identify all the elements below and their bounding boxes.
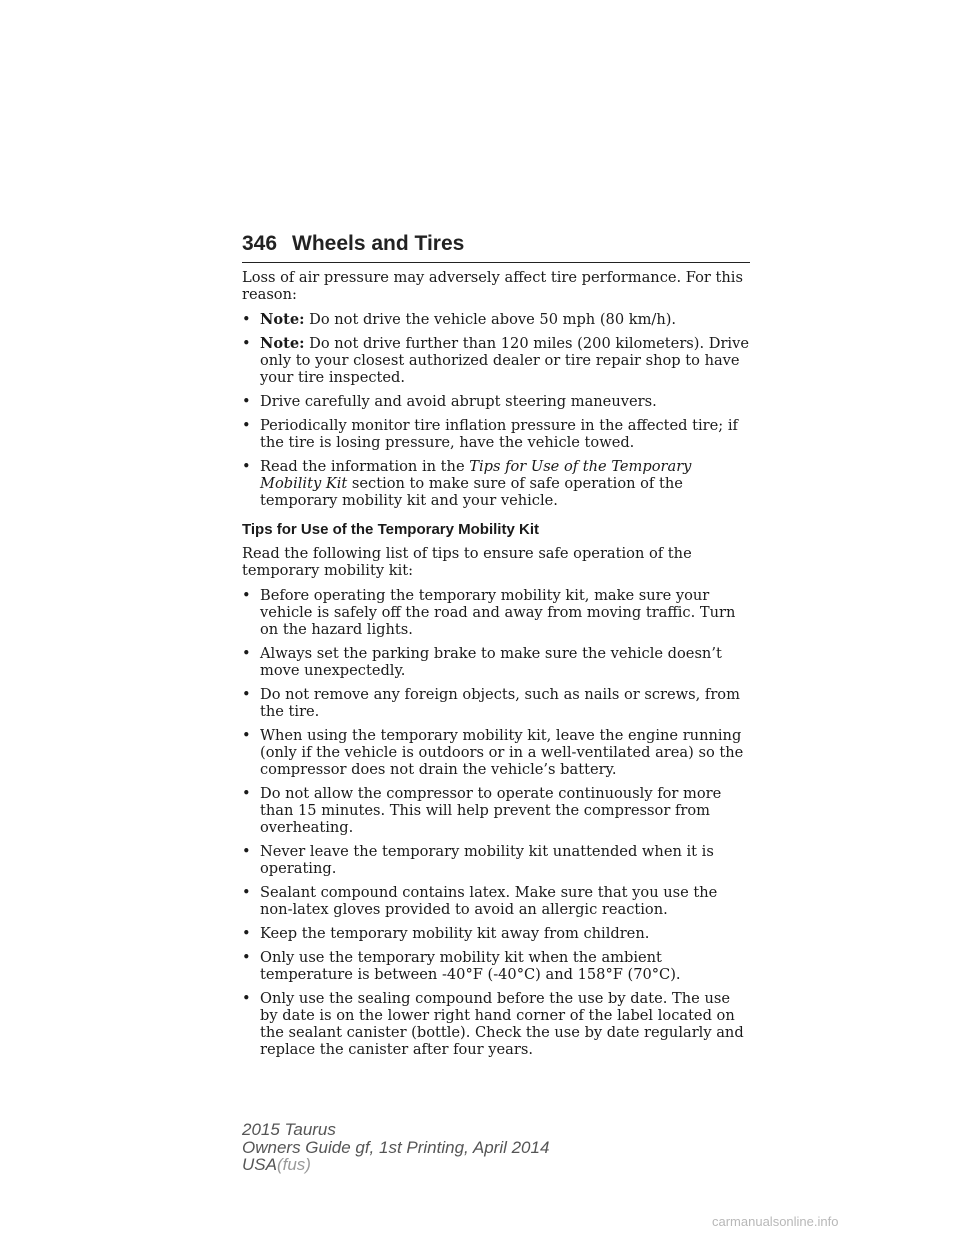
list-item-text: Read the information in the (260, 458, 470, 475)
page-footer (242, 1121, 549, 1174)
page-header (242, 232, 750, 263)
section-title: Wheels and Tires (292, 232, 465, 255)
section-reference: Tips for Use of the Temporary Mobility Kit (260, 458, 692, 492)
list-item: • Always set the parking brake to make sure the vehicle doesn’t move unexpectedly. (242, 645, 752, 679)
list-item: • Do not remove any foreign objects, such as nails or screws, from the tire. (242, 686, 752, 720)
list-item: • Keep the temporary mobility kit away from children. (242, 925, 752, 942)
list-item: • Sealant compound contains latex. Make sure that you use the non-latex gloves provided to avoid an allergic reaction. (242, 884, 752, 918)
list-item (242, 311, 752, 328)
tips-list (242, 587, 752, 1058)
footer-region-code: USA (242, 1155, 277, 1174)
note-label: Note: (260, 335, 305, 352)
footer-model: 2015 Taurus (242, 1120, 336, 1139)
footer-region (242, 1156, 549, 1174)
list-item (242, 417, 752, 451)
page-number: 346 (242, 232, 278, 255)
list-item: • Only use the sealing compound before the use by date. The use by date is on the lower right hand corner of the label located on the sealant canister (bottle). Check the use by date regularly and replace the canister after four years. (242, 990, 752, 1058)
list-item: • Never leave the temporary mobility kit unattended when it is operating. (242, 843, 752, 877)
list-item (242, 335, 752, 386)
list-item (242, 393, 752, 410)
list-item: • Before operating the temporary mobility kit, make sure your vehicle is safely off the road and away from moving traffic. Turn on the hazard lights. (242, 587, 752, 638)
watermark: carmanualsonline.info (712, 1214, 839, 1229)
tips-intro-paragraph: Read the following list of tips to ensure safe operation of the temporary mobility kit: (242, 545, 692, 579)
list-item-text: section to make sure of safe operation of the temporary mobility kit and your vehicle. (260, 475, 683, 509)
list-item (242, 458, 752, 509)
intro-paragraph: Loss of air pressure may adversely affect tire performance. For this reason: (242, 269, 743, 303)
list-item-text: Do not drive further than 120 miles (200 kilometers). Drive only to your closest authorized dealer or tire repair shop to have your tire inspected. (260, 335, 749, 386)
list-item: • Only use the temporary mobility kit when the ambient temperature is between -40°F (-40°C) and 158°F (70°C). (242, 949, 752, 983)
list-item-text: Periodically monitor tire inflation pressure in the affected tire; if the tire is losing pressure, have the vehicle towed. (260, 417, 738, 451)
precaution-list (242, 311, 752, 509)
footer-edition: Owners Guide gf, 1st Printing, April 2014 (242, 1137, 550, 1157)
page-body (242, 269, 752, 1065)
list-item: • When using the temporary mobility kit, leave the engine running (only if the vehicle is outdoors or in a well-ventilated area) so the compressor does not drain the vehicle’s battery. (242, 727, 752, 778)
list-item: • Do not allow the compressor to operate continuously for more than 15 minutes. This will help prevent the compressor from overheating. (242, 785, 752, 836)
list-item-text: Do not drive the vehicle above 50 mph (80 km/h). (304, 311, 677, 328)
list-item-text: Drive carefully and avoid abrupt steering maneuvers. (260, 393, 657, 410)
note-label: Note: (260, 311, 305, 328)
subsection-heading: Tips for Use of the Temporary Mobility Kit (242, 521, 539, 538)
footer-region-suffix: (fus) (276, 1155, 311, 1174)
